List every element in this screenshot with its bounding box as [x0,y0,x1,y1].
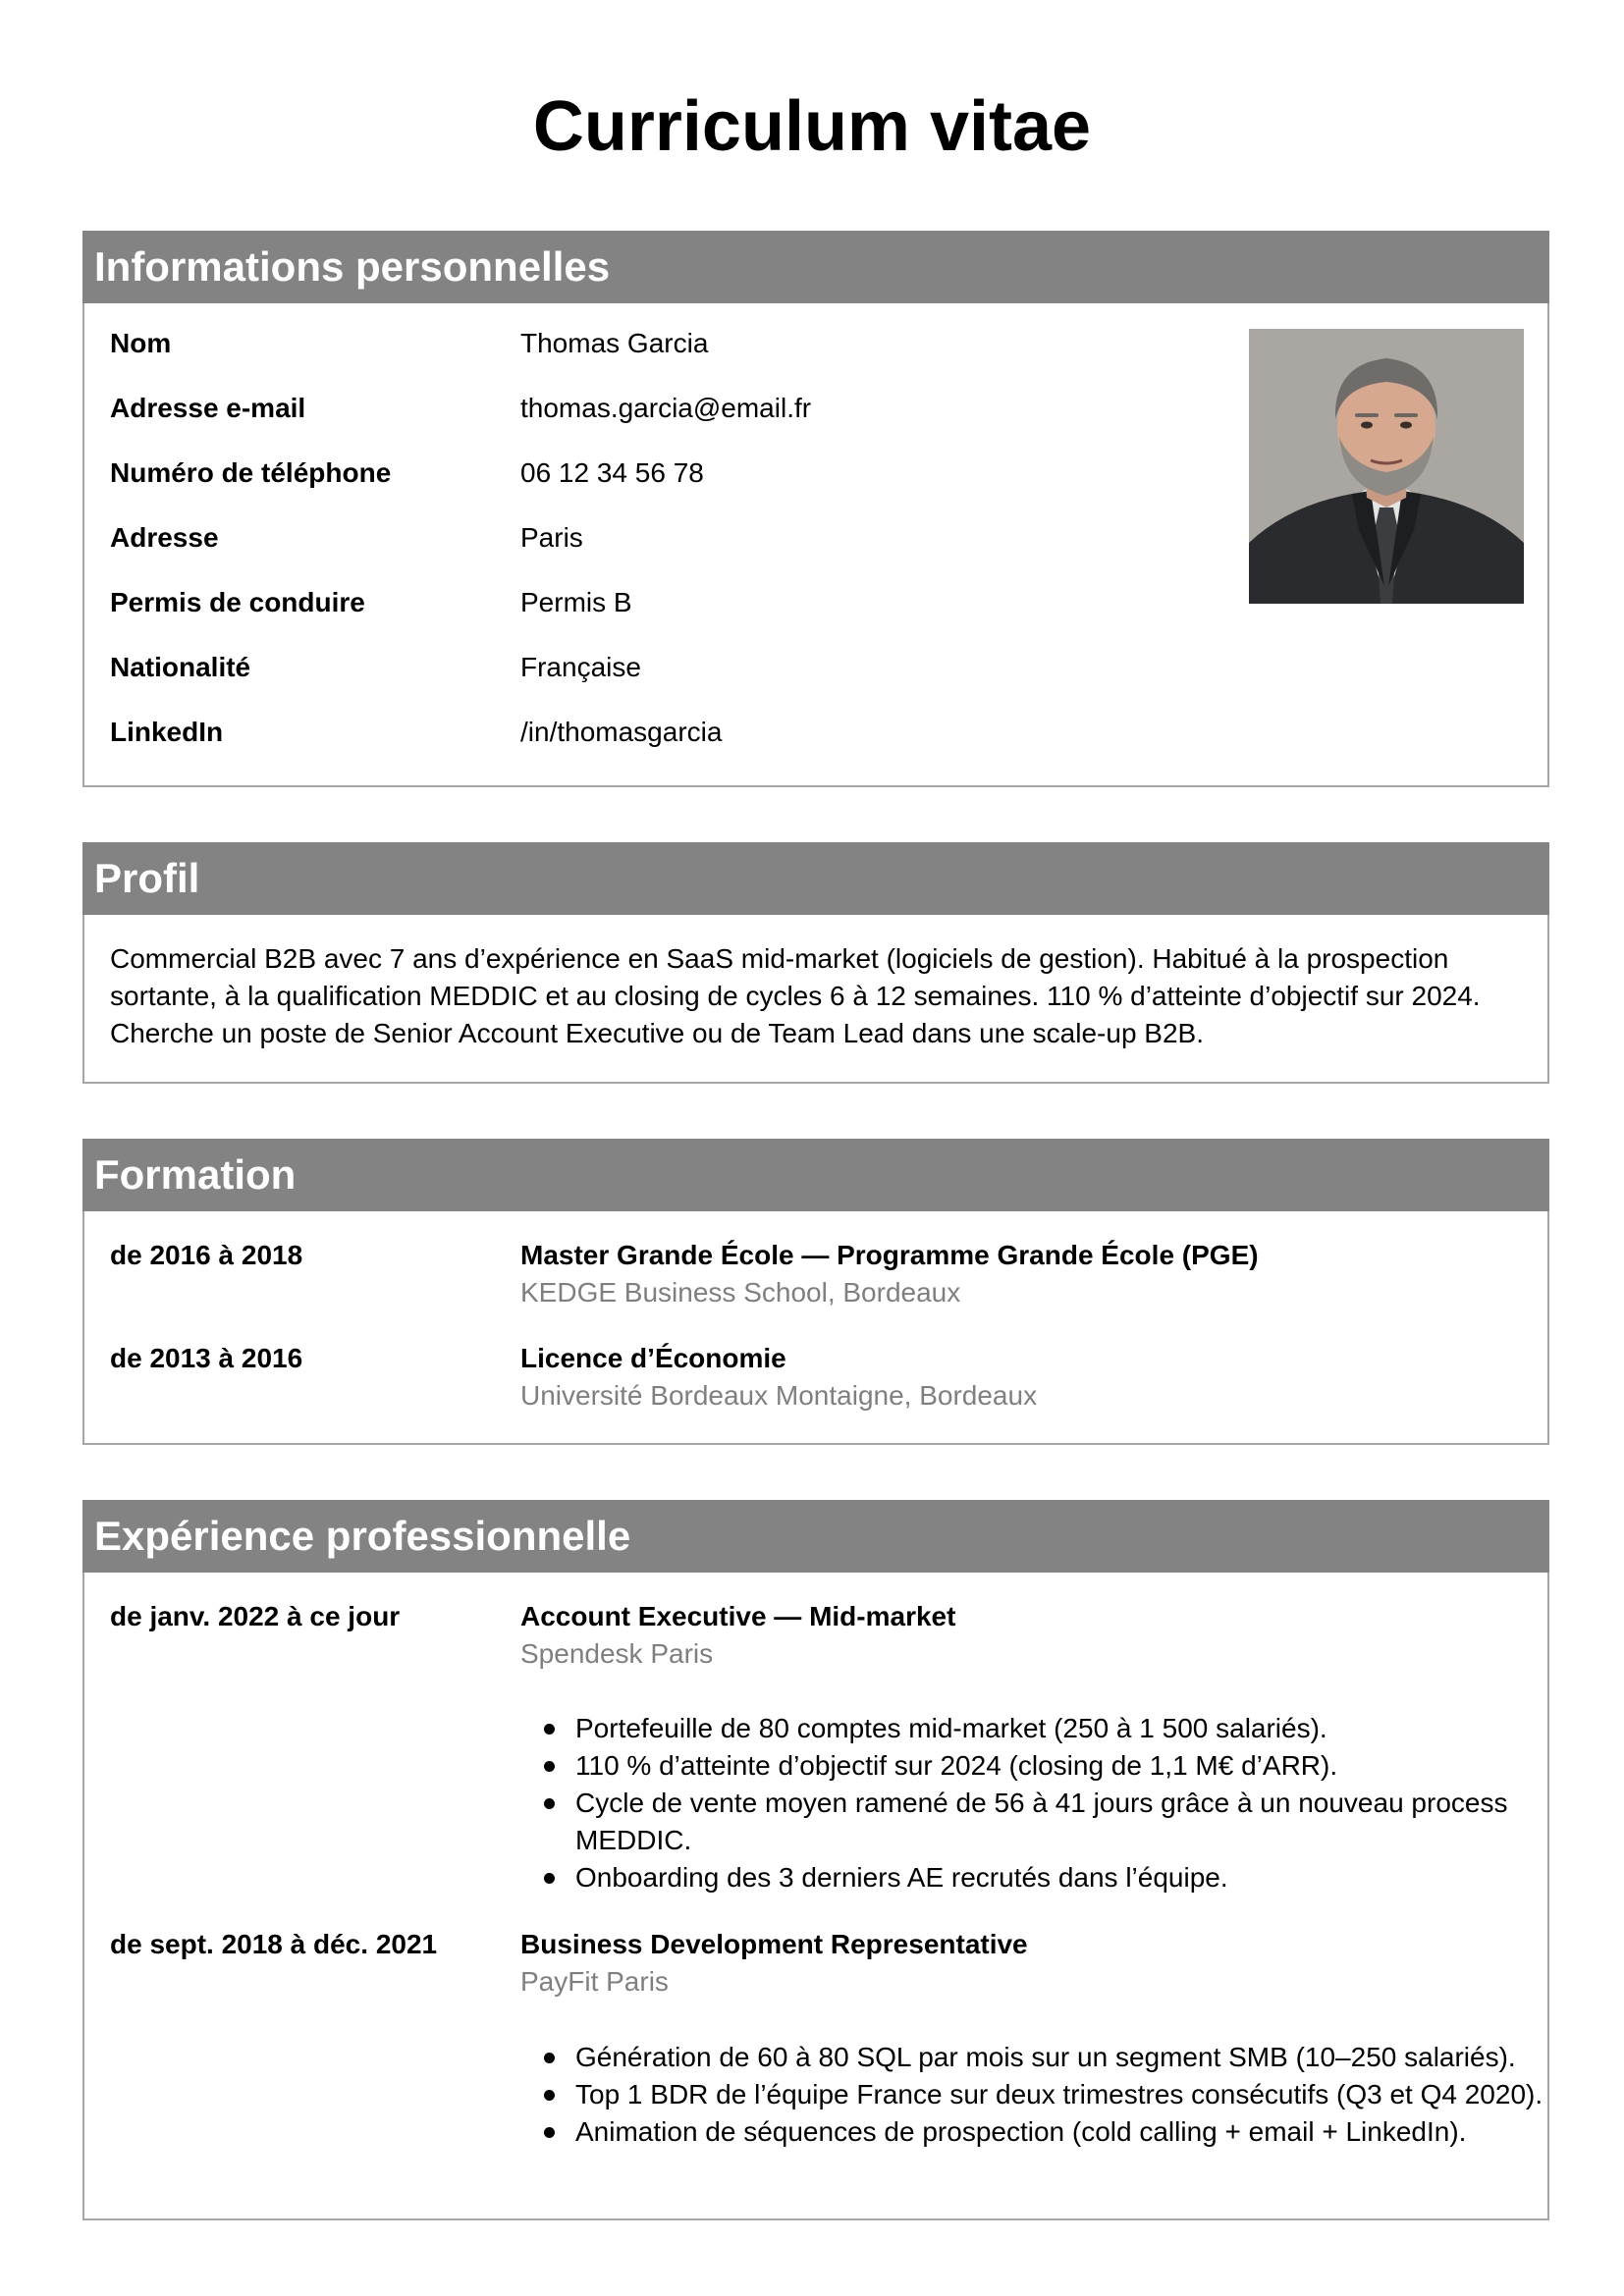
education-school: Université Bordeaux Montaigne, Bordeaux [520,1380,1038,1411]
field-value-linkedin: /in/thomasgarcia [520,717,723,747]
section-heading: Formation [82,1139,1549,1211]
list-item: Top 1 BDR de l’équipe France sur deux trimestres consécutifs (Q3 et Q4 2020). [575,2076,1587,2113]
profile-photo [1249,329,1524,604]
field-label-address: Adresse [110,522,219,553]
section-heading: Informations personnelles [82,231,1549,303]
field-value-nationality: Française [520,652,641,682]
field-label-linkedin: LinkedIn [110,717,224,747]
profile-summary: Commercial B2B avec 7 ans d’expérience en SaaS mid-market (logiciels de gestion). Habitué à la prospection sortante, à la qualification MEDDIC et au closing de cycles 6 à 12 semaines. 110 % d’atteinte d’objectif sur 2024. Cherche un poste de Senior Account Executive ou de Team Lead dans une scale-up B2B. [110,943,1481,1048]
section-personal-info [82,231,1549,787]
field-value-phone: 06 12 34 56 78 [520,457,704,488]
list-item: Onboarding des 3 derniers AE recrutés dans l’équipe. [575,1859,1587,1896]
list-item: Portefeuille de 80 comptes mid-market (250 à 1 500 salariés). [575,1710,1587,1747]
field-label-name: Nom [110,328,172,358]
list-item: Génération de 60 à 80 SQL par mois sur un segment SMB (10–250 salariés). [575,2039,1587,2076]
field-value-license: Permis B [520,587,632,617]
job-period: de janv. 2022 à ce jour [110,1601,401,1631]
field-value-name: Thomas Garcia [520,328,709,358]
job-period: de sept. 2018 à déc. 2021 [110,1929,438,1959]
portrait-image [1249,329,1524,604]
list-item: Cycle de vente moyen ramené de 56 à 41 jours grâce à un nouveau process MEDDIC. [575,1785,1587,1859]
education-title: Licence d’Économie [520,1343,786,1373]
section-heading: Profil [82,842,1549,915]
field-label-license: Permis de conduire [110,587,365,617]
section-heading: Expérience professionnelle [82,1500,1549,1573]
list-item: 110 % d’atteinte d’objectif sur 2024 (closing de 1,1 M€ d’ARR). [575,1747,1587,1785]
section-experience [82,1500,1549,2220]
field-value-email: thomas.garcia@email.fr [520,393,812,423]
section-profile [82,842,1549,1084]
document-title: Curriculum vitae [532,87,1092,166]
field-label-email: Adresse e-mail [110,393,306,423]
section-education [82,1139,1549,1445]
job-company: PayFit Paris [520,1966,669,1997]
education-period: de 2016 à 2018 [110,1240,303,1270]
education-school: KEDGE Business School, Bordeaux [520,1277,961,1308]
education-period: de 2013 à 2016 [110,1343,303,1373]
job-title: Account Executive — Mid-market [520,1601,956,1631]
job-company: Spendesk Paris [520,1638,714,1669]
field-label-phone: Numéro de téléphone [110,457,392,488]
field-value-address: Paris [520,522,583,553]
job-achievements [520,1710,1587,1896]
field-label-nationality: Nationalité [110,652,251,682]
job-title: Business Development Representative [520,1929,1028,1959]
education-title: Master Grande École — Programme Grande École (PGE) [520,1240,1259,1270]
job-achievements [520,2039,1587,2151]
list-item: Animation de séquences de prospection (cold calling + email + LinkedIn). [575,2113,1587,2151]
